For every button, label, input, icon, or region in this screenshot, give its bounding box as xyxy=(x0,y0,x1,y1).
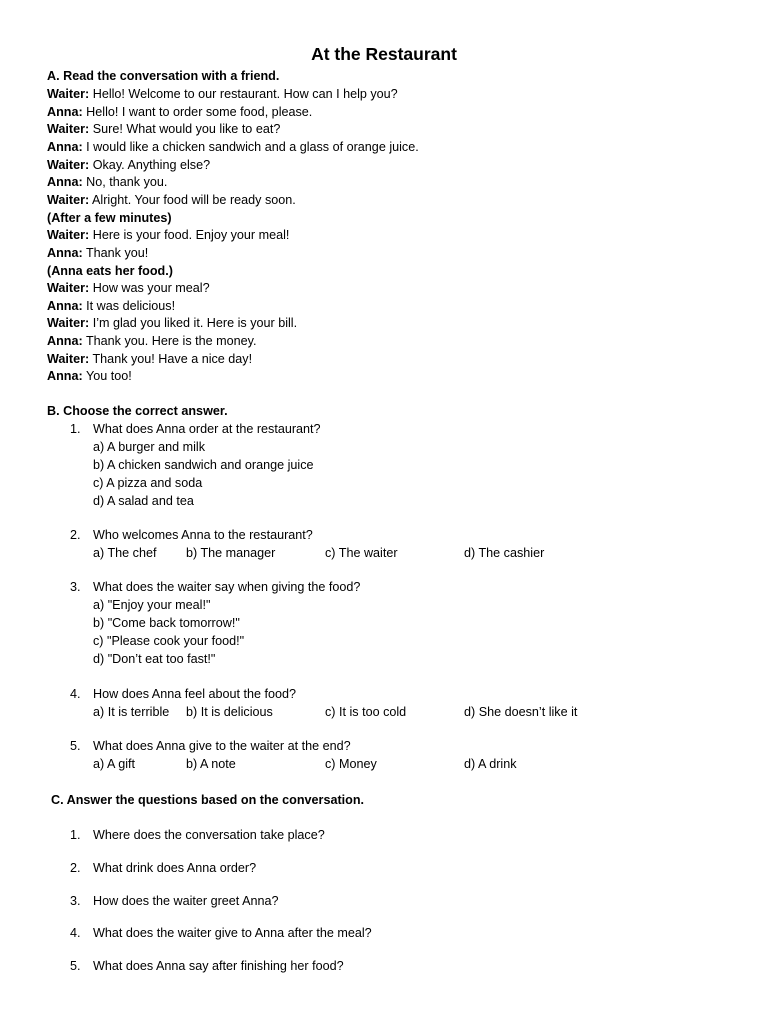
dialogue-text: Thank you. Here is the money. xyxy=(82,334,257,349)
section-b-heading: B. Choose the correct answer. xyxy=(47,404,228,418)
question-text: What does Anna order at the restaurant? xyxy=(93,422,321,436)
dialogue-line xyxy=(47,368,132,386)
dialogue-text: No, thank you. xyxy=(82,175,168,190)
question-number: 5. xyxy=(70,739,81,753)
dialogue-line xyxy=(47,351,252,369)
question-text: Where does the conversation take place? xyxy=(93,828,325,842)
dialogue-line xyxy=(47,157,210,175)
dialogue-line xyxy=(47,298,175,316)
dialogue-line xyxy=(47,121,280,139)
answer-option: a) It is terrible xyxy=(93,705,170,719)
dialogue-line xyxy=(47,227,289,245)
option-text: b) "Come back tomorrow!" xyxy=(93,616,240,630)
question-number: 3. xyxy=(70,580,81,594)
question-number: 3. xyxy=(70,893,81,908)
speaker-label: Waiter: xyxy=(47,157,90,172)
option-text: b) A chicken sandwich and orange juice xyxy=(93,458,314,472)
question-text: What does the waiter give to Anna after the meal? xyxy=(93,926,372,941)
dialogue-line xyxy=(47,174,167,192)
dialogue-line xyxy=(47,86,398,104)
question-text: What drink does Anna order? xyxy=(93,860,257,875)
question-text: What does Anna say after finishing her food? xyxy=(93,959,344,974)
dialogue-text: I would like a chicken sandwich and a glass of orange juice. xyxy=(82,139,419,154)
question-number: 2. xyxy=(70,528,81,542)
dialogue-text: How was your meal? xyxy=(89,281,210,296)
dialogue-text: Hello! Welcome to our restaurant. How can I help you? xyxy=(89,87,398,101)
option-text: a) "Enjoy your meal!" xyxy=(93,598,211,612)
option-text: d) "Don’t eat too fast!" xyxy=(93,652,216,666)
dialogue-line xyxy=(47,210,172,228)
dialogue-text: You too! xyxy=(82,369,132,384)
dialogue-line xyxy=(47,315,297,333)
dialogue-text: Thank you! Have a nice day! xyxy=(89,351,253,366)
speaker-label: Anna: xyxy=(47,139,83,154)
question-text: Who welcomes Anna to the restaurant? xyxy=(93,528,313,542)
speaker-label: Waiter: xyxy=(47,281,90,296)
speaker-label: Waiter: xyxy=(47,228,90,243)
section-a-heading: A. Read the conversation with a friend. xyxy=(47,69,280,83)
question-number: 4. xyxy=(70,926,81,941)
question-number: 1. xyxy=(70,422,81,436)
dialogue-text: Hello! I want to order some food, please. xyxy=(82,104,313,119)
dialogue-text: It was delicious! xyxy=(82,298,176,313)
speaker-label: Waiter: xyxy=(47,122,90,137)
question-text: What does Anna give to the waiter at the end? xyxy=(93,739,351,753)
page-title: At the Restaurant xyxy=(311,44,457,64)
dialogue-line xyxy=(47,104,312,122)
answer-option: c) Money xyxy=(325,757,377,771)
dialogue-text: Okay. Anything else? xyxy=(89,157,211,172)
answer-option: d) She doesn’t like it xyxy=(464,705,578,719)
answer-option: a) A gift xyxy=(93,757,136,771)
option-text: c) A pizza and soda xyxy=(93,476,203,490)
speaker-label: (Anna eats her food.) xyxy=(47,263,173,278)
answer-option: c) The waiter xyxy=(325,546,398,560)
dialogue-text: Alright. Your food will be ready soon. xyxy=(89,192,296,207)
answer-option: c) It is too cold xyxy=(325,705,407,719)
option-text: a) A burger and milk xyxy=(93,440,206,454)
answer-option: d) A drink xyxy=(464,757,517,771)
option-text: c) "Please cook your food!" xyxy=(93,634,245,648)
dialogue-line xyxy=(47,280,210,298)
dialogue-line xyxy=(47,333,257,351)
dialogue-line xyxy=(47,139,419,157)
speaker-label: Waiter: xyxy=(47,351,90,366)
answer-option: a) The chef xyxy=(93,546,157,560)
question-number: 1. xyxy=(70,828,81,842)
speaker-label: (After a few minutes) xyxy=(47,210,172,225)
speaker-label: Anna: xyxy=(47,298,83,313)
dialogue-line xyxy=(47,192,296,210)
dialogue-text: I’m glad you liked it. Here is your bill. xyxy=(89,316,298,331)
speaker-label: Anna: xyxy=(47,334,83,349)
question-text: How does Anna feel about the food? xyxy=(93,687,297,701)
section-c-heading: C. Answer the questions based on the conversation. xyxy=(51,793,365,807)
speaker-label: Waiter: xyxy=(47,87,90,101)
answer-option: b) It is delicious xyxy=(186,705,273,719)
question-number: 2. xyxy=(70,860,81,875)
speaker-label: Waiter: xyxy=(47,316,90,331)
speaker-label: Waiter: xyxy=(47,192,90,207)
option-text: d) A salad and tea xyxy=(93,494,194,508)
question-number: 5. xyxy=(70,959,81,974)
question-number: 4. xyxy=(70,687,81,701)
speaker-label: Anna: xyxy=(47,369,83,384)
speaker-label: Anna: xyxy=(47,175,83,190)
speaker-label: Anna: xyxy=(47,104,83,119)
dialogue-text: Here is your food. Enjoy your meal! xyxy=(89,228,290,243)
answer-option: b) A note xyxy=(186,757,236,771)
answer-option: d) The cashier xyxy=(464,546,545,560)
answer-option: b) The manager xyxy=(186,546,276,560)
dialogue-line xyxy=(47,263,173,281)
dialogue-text: Thank you! xyxy=(82,245,149,260)
dialogue-text: Sure! What would you like to eat? xyxy=(89,122,281,137)
question-text: How does the waiter greet Anna? xyxy=(93,893,279,908)
speaker-label: Anna: xyxy=(47,245,83,260)
dialogue-line xyxy=(47,245,148,263)
question-text: What does the waiter say when giving the food? xyxy=(93,580,361,594)
